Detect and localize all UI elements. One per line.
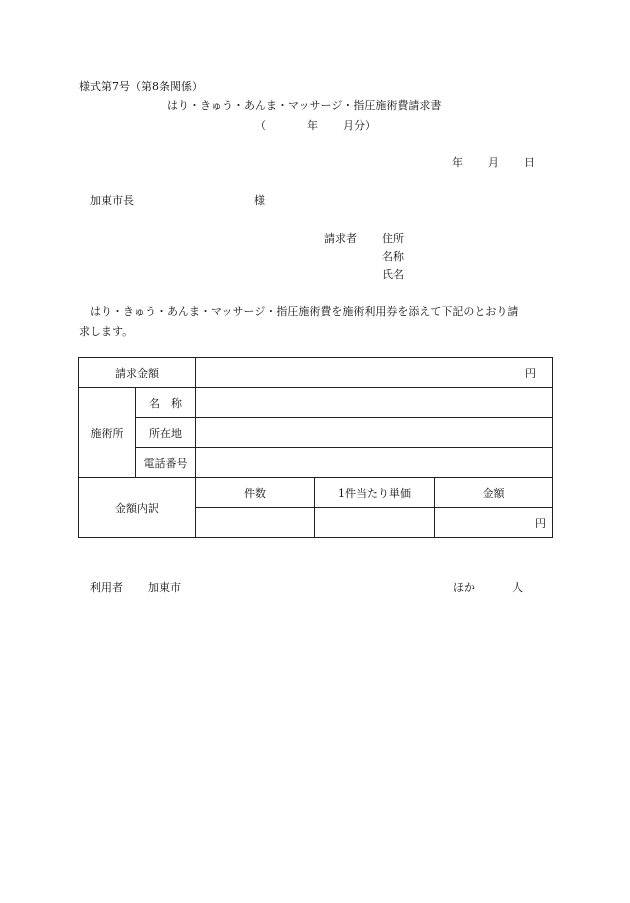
claimant-person-label: 氏名 xyxy=(382,268,404,281)
date-month-label: 月 xyxy=(488,156,499,169)
user-label: 利用者 xyxy=(90,581,123,594)
count-field[interactable] xyxy=(196,508,315,538)
amount-row xyxy=(79,358,553,388)
clinic-label: 施術所 xyxy=(79,388,136,478)
count-header: 件数 xyxy=(196,478,315,508)
unit-price-header: 1件当たり単価 xyxy=(315,478,435,508)
document-title: はり・きゅう・あんま・マッサージ・指圧施術費請求書 xyxy=(167,99,442,112)
breakdown-amount-header: 金額 xyxy=(435,478,553,508)
user-city: 加東市 xyxy=(148,581,181,594)
persons-label: 人 xyxy=(512,581,523,594)
clinic-name-label: 名 称 xyxy=(136,388,196,418)
request-line-1: はり・きゅう・あんま・マッサージ・指圧施術費を施術利用券を添えて下記のとおり請 xyxy=(90,305,519,318)
breakdown-header-row xyxy=(79,478,553,508)
clinic-phone-label: 電話番号 xyxy=(136,448,196,478)
clinic-address-row xyxy=(79,418,553,448)
claimant-label: 請求者 xyxy=(324,232,357,245)
period-open-paren: （ xyxy=(255,119,266,132)
breakdown-amount-field[interactable] xyxy=(435,508,553,538)
clinic-phone-field[interactable] xyxy=(196,448,553,478)
request-line-2: 求します。 xyxy=(79,325,134,338)
breakdown-label: 金額内訳 xyxy=(79,478,196,538)
addressee-honorific: 様 xyxy=(254,194,265,207)
period-month-label: 月分） xyxy=(343,119,376,132)
amount-yen-unit: 円 xyxy=(525,366,537,380)
date-year-label: 年 xyxy=(452,156,463,169)
date-day-label: 日 xyxy=(524,156,535,169)
breakdown-yen-unit: 円 xyxy=(535,516,547,530)
claim-table xyxy=(78,357,553,538)
clinic-name-row xyxy=(79,388,553,418)
request-paragraph xyxy=(79,302,549,342)
unit-price-field[interactable] xyxy=(315,508,435,538)
claimant-address-label: 住所 xyxy=(382,232,404,245)
amount-field[interactable] xyxy=(196,358,553,388)
clinic-address-field[interactable] xyxy=(196,418,553,448)
clinic-phone-row xyxy=(79,448,553,478)
form-number: 様式第7号（第8条関係） xyxy=(79,80,203,93)
clinic-name-field[interactable] xyxy=(196,388,553,418)
claimant-name-label: 名称 xyxy=(382,250,404,263)
addressee-name: 加東市長 xyxy=(90,194,134,207)
others-label: ほか xyxy=(453,581,475,594)
amount-label: 請求金額 xyxy=(79,358,196,388)
clinic-address-label: 所在地 xyxy=(136,418,196,448)
period-year-label: 年 xyxy=(307,119,318,132)
